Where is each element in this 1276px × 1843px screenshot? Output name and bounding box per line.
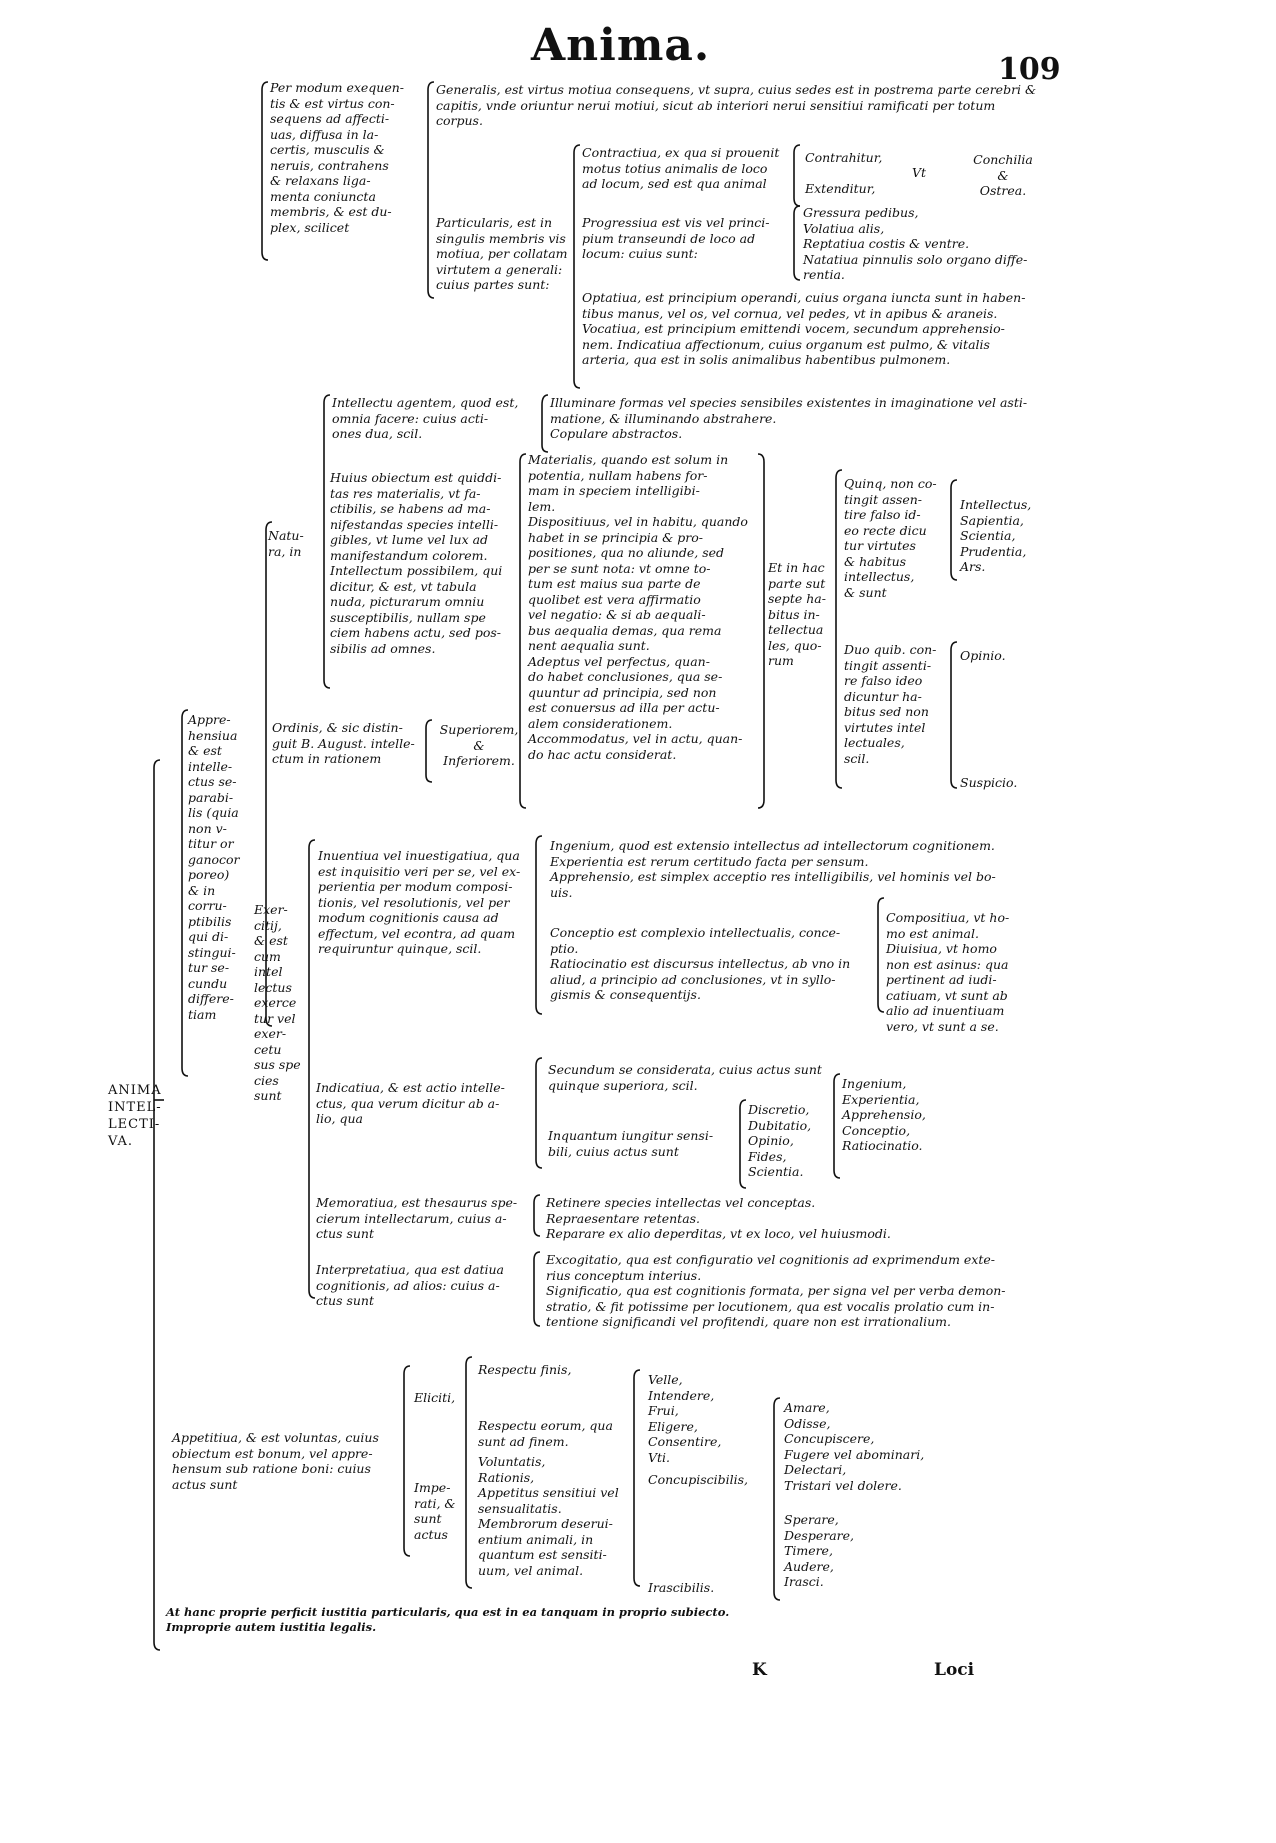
illuminare-text: Illuminare formas vel species sensibiles existentes in imaginatione vel asti- matione, & illuminando abstrahere. Copulare abstractos. xyxy=(550,395,1028,441)
retinere-text: Retinere species intellectas vel conceptas. Repraesentare retentas. Reparare ex alio deperditas, vt ex loco, vel huiusmodi. xyxy=(546,1195,891,1241)
imperati-label: Impe- rati, & sunt actus xyxy=(414,1480,456,1542)
discretio-list: Discretio, Dubitatio, Opinio, Fides, Scientia. xyxy=(748,1102,812,1179)
opinio: Opinio. xyxy=(960,648,1006,663)
apprehensiua-text: Appre- hensiua & est intelle- ctus se- parabi- lis (quia non v- titur or ganocor poreo) & in corru- ptibilis qui di- stingui- tur se- cundu differe- tiam xyxy=(188,712,240,1022)
duo-habitus: Duo quib. con- tingit assenti- re falso ideo dicuntur ha- bitus sed non virtutes intel lectuales, scil. xyxy=(844,642,937,766)
ordinis-text: Ordinis, & sic distin- guit B. August. intelle- ctum in rationem xyxy=(272,720,415,766)
velle-list: Velle, Intendere, Frui, Eligere, Consentire, Vti. xyxy=(648,1372,722,1465)
secundum-se: Secundum se considerata, cuius actus sunt quinque superiora, scil. xyxy=(548,1062,822,1093)
vt-label: Vt xyxy=(912,165,927,180)
amare-list: Amare, Odisse, Concupiscere, Fugere vel abominari, Delectari, Tristari vel dolere. xyxy=(784,1400,925,1493)
suspicio: Suspicio. xyxy=(960,775,1018,790)
conchilia-ostrea: Conchilia & Ostrea. xyxy=(973,152,1033,198)
intellectus-list: Intellectus, Sapientia, Scientia, Prudentia, Ars. xyxy=(960,497,1032,574)
compositiua-text: Compositiua, vt ho- mo est animal. Diuisiua, vt homo non est asinus: qua pertinent ad iudi- catiuam, vt sunt ab alio ad inuentiuam vero, vt sunt a se. xyxy=(886,910,1010,1034)
interpretatiua-text: Interpretatiua, qua est datiua cognitionis, ad alios: cuius a- ctus sunt xyxy=(316,1262,504,1308)
page-title: Anima. xyxy=(531,20,711,71)
huius-obiectum: Huius obiectum est quiddi- tas res materialis, vt fa- ctibilis, se habens ad ma- nifestandas species intelli- gibles, vt lume vel lux ad manifestandum colorem. Intellectum possibilem, qui dicitur, & est, vt tabula nuda, picturarum omniu susceptibilis, nullam spe ciem habens actu, sed pos- sibilis ad omnes. xyxy=(330,470,503,656)
ingenium-text: Ingenium, quod est extensio intellectus ad intellectorum cognitionem. Experientia est rerum certitudo facta per sensum. Apprehensio, est simplex acceptio res intelligibilis, vel hominis vel bo- uis. xyxy=(550,838,996,900)
generalis-text: Generalis, est virtus motiua consequens, vt supra, cuius sedes est in postrema parte cerebri & capitis, vnde oriuntur nerui motiui, sicut ab interiori nerui sensitiui ramificati per totum corpus. xyxy=(436,82,1037,128)
page-number: 109 xyxy=(998,52,1061,87)
particularis-text: Particularis, est in singulis membris vis motiua, per collatam virtutem a generali: cuius partes sunt: xyxy=(436,215,568,292)
signature-mark: K xyxy=(752,1660,767,1680)
optatiua-text: Optatiua, est principium operandi, cuius organa iuncta sunt in haben- tibus manus, vel os, vel cornua, vel pedes, vt in apibus & araneis. Vocatiua, est principium emittendi vocem, secundum apprehensio- nem. Indicatiua affectionum, cuius organum est pulmo, & vitalis arteria, qua est in solis animalibus habentibus pulmonem. xyxy=(582,290,1026,367)
eliciti-label: Eliciti, xyxy=(414,1390,456,1405)
voluntatis-list: Voluntatis, Rationis, Appetitus sensitiui vel sensualitatis. Membrorum deserui- entium animali, in quantum est sensiti- uum, vel animal. xyxy=(478,1454,619,1578)
sperare-list: Sperare, Desperare, Timere, Audere, Irasci. xyxy=(784,1512,855,1589)
excogitatio-text: Excogitatio, qua est configuratio vel cognitionis ad exprimendum exte- rius conceptum interius. Significatio, qua est cognitionis formata, per signa vel per verba demon- stratio, & fit potissime per locutionem, qua est vocalis prolatio cum in- tentione significandi vel profitendi, quare non est irrationalium. xyxy=(546,1252,1006,1329)
inquantum: Inquantum iungitur sensi- bili, cuius actus sunt xyxy=(548,1128,714,1159)
root-label-anima-intellectiva: ANIMA INTEL- LECTI- VA. xyxy=(108,1083,162,1149)
gressura-list: Gressura pedibus, Volatiua alis, Reptatiua costis & ventre. Natatiua pinnulis solo organo diffe- rentia. xyxy=(803,205,1028,282)
appetitiua-text: Appetitiua, & est voluntas, cuius obiectum est bonum, vel appre- hensum sub ratione boni: cuius actus sunt xyxy=(172,1430,379,1492)
footnote: At hanc proprie perficit iustitia particularis, qua est in ea tanquam in proprio subiecto. Improprie autem iustitia legalis. xyxy=(166,1605,730,1634)
respectu-eorum: Respectu eorum, qua sunt ad finem. xyxy=(478,1418,613,1449)
indicatiua-text: Indicatiua, & est actio intelle- ctus, qua verum dicitur ab a- lio, qua xyxy=(316,1080,505,1126)
memoratiua-text: Memoratiua, est thesaurus spe- cierum intellectarum, cuius a- ctus sunt xyxy=(316,1195,518,1241)
contractiua-text: Contractiua, ex qua si prouenit motus totius animalis de loco ad locum, sed est qua animal xyxy=(582,145,780,191)
irascibilis: Irascibilis. xyxy=(648,1580,715,1595)
superiorem-inferiorem: Superiorem, & Inferiorem. xyxy=(439,722,519,768)
contrahitur-extenditur: Contrahitur, Extenditur, xyxy=(805,150,883,196)
ingenium-list: Ingenium, Experientia, Apprehensio, Conceptio, Ratiocinatio. xyxy=(842,1076,926,1153)
materialis-text: Materialis, quando est solum in potentia, nullam habens for- mam in speciem intelligibi- lem. Dispositiuus, vel in habitu, quando habet in se principia & pro- positiones, qua no aliunde, sed per se sunt nota: vt omne to- tum est maius sua parte de quolibet est vera affirmatio vel negatio: & si ab aequali- bus aequalia demas, qua rema nent aequalia sunt. Adeptus vel perfectus, quan- do habet conclusiones, qua se- quuntur ad principia, sed non est conuersus ad illa per actu- alem considerationem. Accommodatus, vel in actu, quan- do hac actu considerat. xyxy=(528,452,748,762)
intellectum-agentem: Intellectu agentem, quod est, omnia facere: cuius acti- ones dua, scil. xyxy=(332,395,519,441)
per-modum-exequentis: Per modum exequen- tis & est virtus con- sequens ad affecti- uas, diffusa in la- certis, musculis & neruis, contrahens & relaxans liga- menta coniuncta membris, & est du- plex, scilicet xyxy=(270,80,405,235)
et-in-hac: Et in hac parte sut septe ha- bitus in- tellectua les, quo- rum xyxy=(768,560,826,668)
conceptio-text: Conceptio est complexio intellectualis, conce- ptio. Ratiocinatio est discursus intellectus, ab vno in aliud, a principio ad conclusiones, vt in syllo- gismis & consequentijs. xyxy=(550,925,851,1002)
catchword: Loci xyxy=(934,1660,975,1680)
concupiscibilis: Concupiscibilis, xyxy=(648,1472,748,1487)
respectu-finis: Respectu finis, xyxy=(478,1362,572,1377)
progressiua-text: Progressiua est vis vel princi- pium transeundi de loco ad locum: cuius sunt: xyxy=(582,215,770,261)
exercitij-text: Exer- citij, & est cum intel lectus exerce tur vel exer- cetu sus spe cies sunt xyxy=(254,902,301,1103)
inuentiua-text: Inuentiua vel inuestigatiua, qua est inquisitio veri per se, vel ex- perientia per modum composi- tionis, vel resolutionis, vel per modum cognitionis causa ad effectum, vel econtra, ad quam requiruntur quinque, scil. xyxy=(318,848,521,956)
quinque-virtutes: Quinq, non co- tingit assen- tire falso id- eo recte dicu tur virtutes & habitus intellectus, & sunt xyxy=(844,476,937,600)
natura-label: Natu- ra, in xyxy=(268,528,304,559)
